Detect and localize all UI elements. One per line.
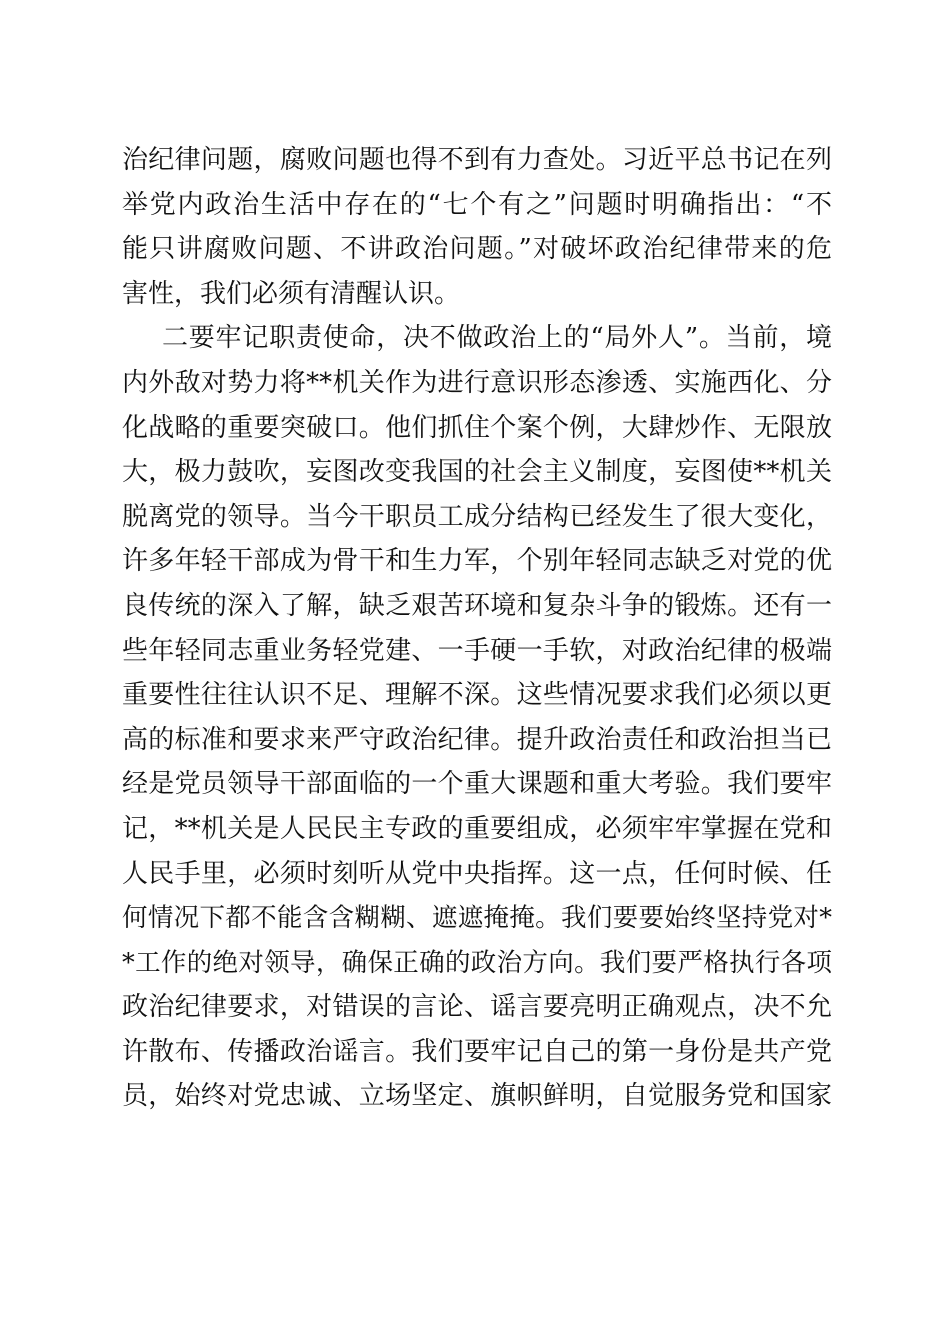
- text-line-6: 内外敌对势力将**机关作为进行意识形态渗透、实施西化、分: [122, 367, 832, 398]
- text-line-2: 举党内政治生活中存在的“七个有之”问题时明确指出：“不: [122, 189, 832, 220]
- text-line-3: 能只讲腐败问题、不讲政治问题。”对破坏政治纪律带来的危: [122, 234, 832, 265]
- text-line-17: 人民手里，必须时刻听从党中央指挥。这一点，任何时候、任: [122, 858, 832, 889]
- text-line-1: 治纪律问题，腐败问题也得不到有力查处。习近平总书记在列: [122, 145, 832, 175]
- text-line-9: 脱离党的领导。当今干职员工成分结构已经发生了很大变化，: [122, 501, 832, 532]
- paragraph-2-first-line: 二要牢记职责使命，决不做政治上的“局外人”。当前，境: [162, 323, 832, 354]
- text-line-20: 政治纪律要求，对错误的言论、谣言要亮明正确观点，决不允: [122, 992, 832, 1023]
- text-line-22: 员，始终对党忠诚、立场坚定、旗帜鲜明，自觉服务党和国家: [122, 1081, 832, 1112]
- text-line-14: 高的标准和要求来严守政治纪律。提升政治责任和政治担当已: [122, 724, 832, 755]
- text-line-4: 害性，我们必须有清醒认识。: [122, 278, 461, 309]
- text-line-15: 经是党员领导干部面临的一个重大课题和重大考验。我们要牢: [122, 769, 832, 800]
- text-line-8: 大，极力鼓吹，妄图改变我国的社会主义制度，妄图使**机关: [122, 457, 832, 488]
- text-line-21: 许散布、传播政治谣言。我们要牢记自己的第一身份是共产党: [122, 1036, 832, 1067]
- text-line-13: 重要性往往认识不足、理解不深。这些情况要求我们必须以更: [122, 680, 832, 711]
- text-line-10: 许多年轻干部成为骨干和生力军，个别年轻同志缺乏对党的优: [122, 546, 832, 577]
- text-line-7: 化战略的重要突破口。他们抓住个案个例，大肆炒作、无限放: [122, 412, 832, 443]
- text-line-18: 何情况下都不能含含糊糊、遮遮掩掩。我们要要始终坚持党对*: [122, 903, 832, 934]
- text-line-11: 良传统的深入了解，缺乏艰苦环境和复杂斗争的锻炼。还有一: [122, 590, 832, 621]
- text-line-16: 记，**机关是人民民主专政的重要组成，必须牢牢掌握在党和: [122, 813, 832, 844]
- text-line-19: *工作的绝对领导，确保正确的政治方向。我们要严格执行各项: [122, 947, 832, 978]
- text-line-12: 些年轻同志重业务轻党建、一手硬一手软，对政治纪律的极端: [122, 635, 832, 666]
- body-text: [122, 138, 832, 1119]
